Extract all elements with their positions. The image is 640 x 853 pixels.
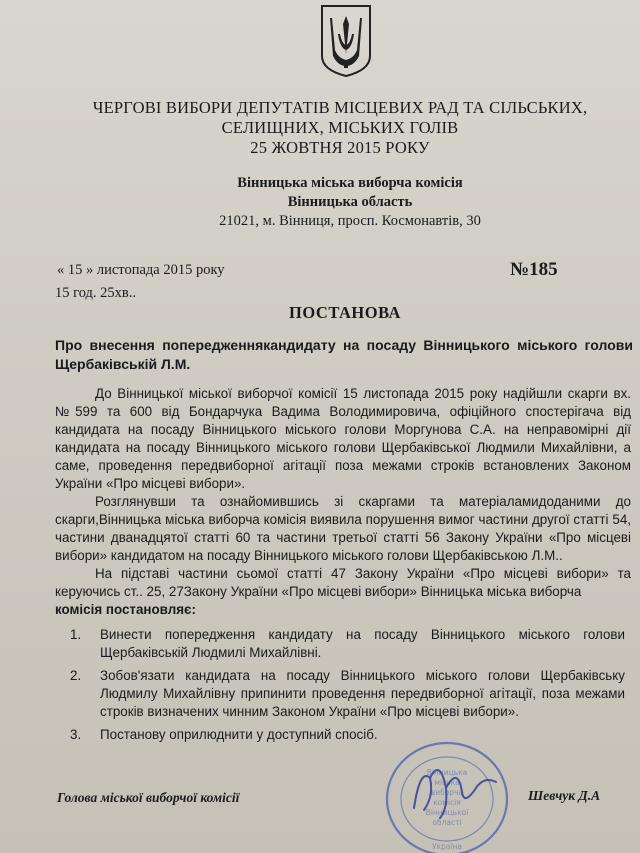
resolution-list [70,626,625,749]
election-line: ЧЕРГОВІ ВИБОРИ ДЕПУТАТІВ МІСЦЕВИХ РАД ТА СІЛЬСЬКИХ, [92,98,588,117]
svg-text:Україна [432,842,462,851]
list-item-text: Винести попередження кандидату на посаду Вінницького міського голови Щербаківській Людмилі Михайлівні. [100,627,625,660]
trident-coat-of-arms-icon [318,4,374,78]
election-date: 25 ЖОВТНЯ 2015 РОКУ [250,138,430,157]
body-paragraph-text: На підставі частини сьомої статті 47 Закону України «Про місцеві вибори» та керуючись ст.. 25, 27Закону України «Про місцеві вибори» Вінницька міська виборча [55,566,631,599]
stamp-text: Вінницької [425,808,469,817]
list-item [70,726,625,744]
signatory-position: Голова міської виборчої комісії [57,790,240,805]
stamp-text: області [432,818,462,827]
election-line: СЕЛИЩНИХ, МІСЬКИХ ГОЛІВ [221,118,459,137]
body-paragraph: До Вінницької міської виборчої комісії 15 листопада 2015 року надійшли скарги вх. №599 та 600 від Бондарчука Вадима Володимировича, офіційного спостерігача від кандидата на посаду Вінницького міського голови Моргунова С.А. на неправомірні дії кандидата на посаду Вінницького міського голови Щербаківської Людмили Михайлівни, а саме, проведення передвиборної агітації поза межами строків встановлених Законом України «Про місцеві вибори». [55,386,631,491]
resolves-keyword: постановляє: [105,602,196,617]
stamp-text: міська [434,778,460,787]
commission-name: Вінницька міська виборча комісія [237,175,463,191]
list-item-number: 3. [70,727,82,742]
commission-block [150,174,550,231]
body-paragraph: Розглянувши та ознайомившись зі скаргами та матеріаламидоданими до скарги,Вінницька міська виборча комісія виявила порушення вимог частини другої статті 54, частини дванадцятої статті 60 та частини третьої статті 56 Закону України «Про місцеві вибори» кандидатом на посаду Вінницького міського голови Щербаківською Л.М.. [55,494,631,563]
stamp-text: Вінницька [426,768,468,777]
stamp-text: виборча [430,788,464,797]
handwritten-signature [400,748,510,828]
stamp-text: комісія [433,798,461,807]
list-item-number: 1. [70,627,82,642]
document-date: « 15 » листопада 2015 року [57,262,225,278]
list-item-number: 2. [70,668,82,683]
body-paragraph [55,565,631,619]
list-item [70,667,625,721]
stamp-text: Україна [431,842,463,851]
body-paragraph-end: комісія [55,602,103,617]
document-body [55,385,631,619]
document-number: №185 [510,259,558,280]
document-type-heading: ПОСТАНОВА [289,303,401,322]
document-time: 15 год. 25хв.. [55,285,137,301]
region-name: Вінницька область [287,194,413,210]
commission-address: 21021, м. Вінниця, просп. Космонавтів, 30 [219,213,481,229]
list-item-text: Постанову оприлюднити у доступний спосіб. [100,727,378,742]
election-title [60,98,620,158]
list-item-text: Зобов'язати кандидата на посаду Вінницького міського голови Щербаківську Людмилу Михайлівну припинити проведення передвиборної агітації, поза межами строків визначених чинним Законом України «Про місцеві вибори». [100,668,625,719]
list-item [70,626,625,662]
signatory-name: Шевчук Д.А [528,788,601,803]
document-subject: Про внесення попередженнякандидату на посаду Вінницького міського голови Щербаківській Л.М. [55,337,633,372]
